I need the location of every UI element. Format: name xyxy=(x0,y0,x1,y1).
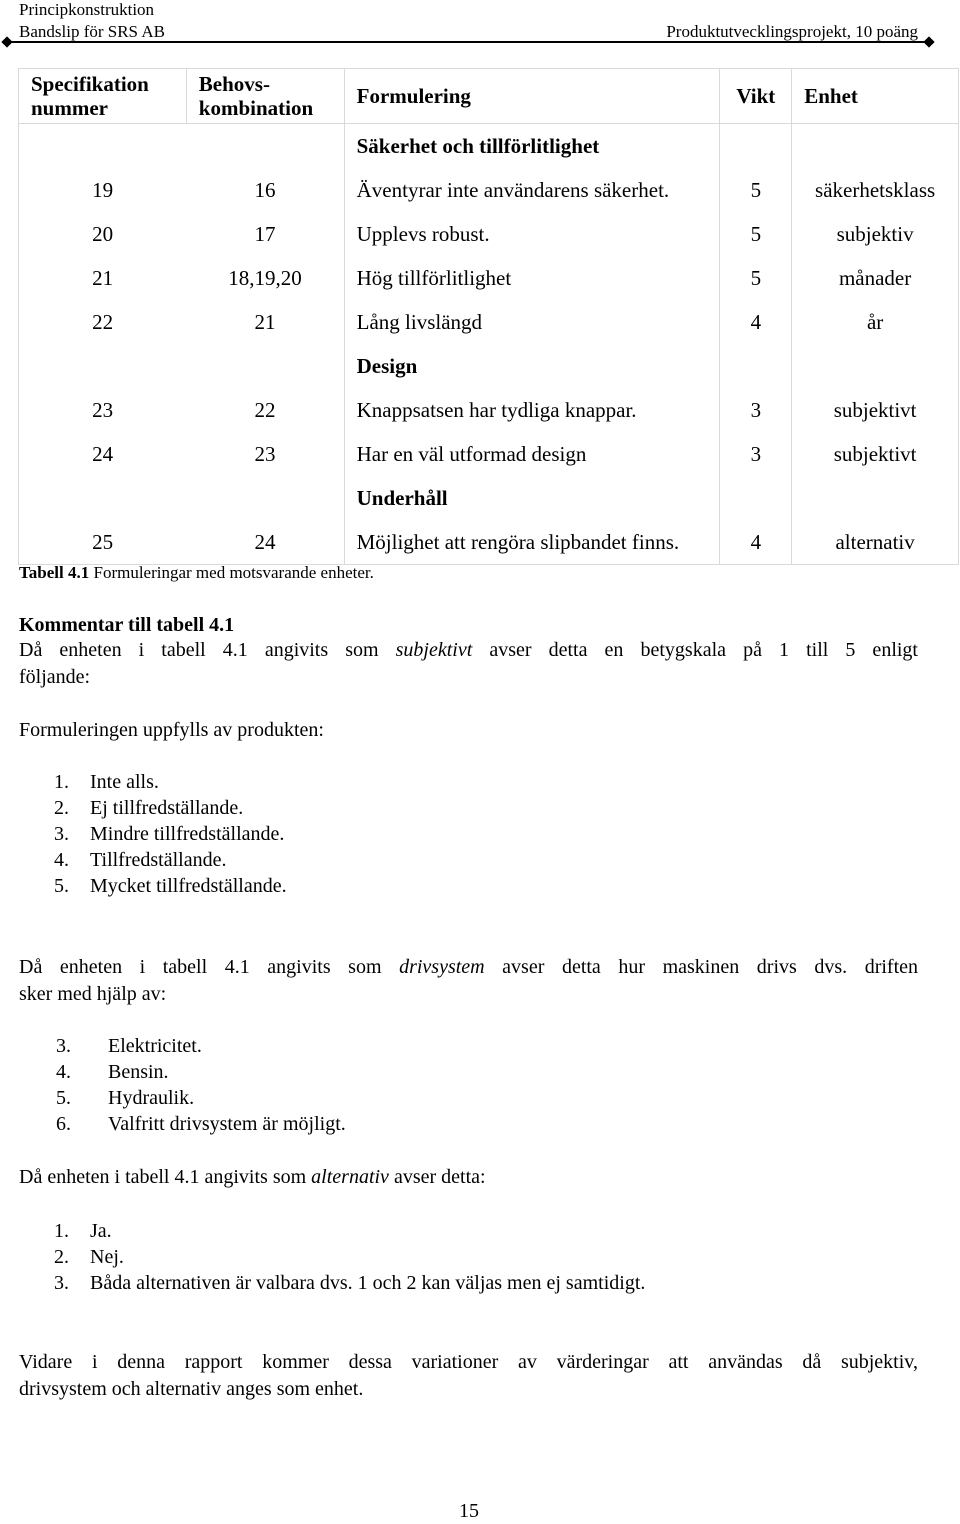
comment-paragraph-3: Då enheten i tabell 4.1 angivits som drivsystem avser detta hur maskinen drivs dvs. driften sker med hjälp av: xyxy=(19,956,919,1005)
list-item: 5. Hydraulik. xyxy=(56,1087,195,1109)
table-row: 21 18,19,20 Hög tillförlitlighet 5 månader xyxy=(19,256,959,300)
section-title: Design xyxy=(344,344,720,388)
table-header-row xyxy=(19,69,959,124)
comment-heading: Kommentar till tabell 4.1 xyxy=(19,614,235,636)
section-title: Säkerhet och tillförlitlighet xyxy=(344,124,720,169)
header-right: Produktutvecklingsprojekt, 10 poäng xyxy=(666,22,918,41)
header-rule xyxy=(6,41,926,43)
comment-paragraph-5: Vidare i denna rapport kommer dessa variationer av värderingar att användas då subjektiv, drivsystem och alternativ anges som enhet. xyxy=(19,1351,918,1400)
col-header-enhet: Enhet xyxy=(792,69,959,124)
table-row: 25 24 Möjlighet att rengöra slipbandet finns. 4 alternativ xyxy=(19,520,959,565)
section-row xyxy=(19,476,959,520)
list-item: 6. Valfritt drivsystem är möjligt. xyxy=(56,1113,346,1135)
list-item: 3. Båda alternativen är valbara dvs. 1 och 2 kan väljas men ej samtidigt. xyxy=(54,1272,646,1294)
rule-diamond-right xyxy=(923,36,934,47)
drive-list xyxy=(56,1033,346,1137)
list-item: 4. Tillfredställande. xyxy=(54,849,227,871)
table-row: 22 21 Lång livslängd 4 år xyxy=(19,300,959,344)
alternative-list xyxy=(54,1218,645,1296)
list-item: 5. Mycket tillfredställande. xyxy=(54,875,287,897)
list-item: 1. Ja. xyxy=(54,1220,112,1242)
list-item: 3. Elektricitet. xyxy=(56,1035,202,1057)
comment-paragraph-1: Då enheten i tabell 4.1 angivits som subjektivt avser detta en betygskala på 1 till 5 enligt följande: xyxy=(19,639,918,688)
header-title: Principkonstruktion xyxy=(19,0,155,19)
table-row: 23 22 Knappsatsen har tydliga knappar. 3 subjektivt xyxy=(19,388,959,432)
col-header-behovs: Behovs- kombination xyxy=(186,69,344,124)
table-row: 24 23 Har en väl utformad design 3 subjektivt xyxy=(19,432,959,476)
header-subtitle: Bandslip för SRS AB xyxy=(19,22,165,41)
col-header-spec-nr: Specifikation nummer xyxy=(19,69,187,124)
section-row xyxy=(19,344,959,388)
table-caption: Tabell 4.1 Formuleringar med motsvarande enheter. xyxy=(19,563,374,582)
header-left xyxy=(19,0,165,43)
list-item: 1. Inte alls. xyxy=(54,771,159,793)
col-header-formulering: Formulering xyxy=(344,69,720,124)
list-item: 2. Ej tillfredställande. xyxy=(54,797,244,819)
section-title: Underhåll xyxy=(344,476,720,520)
comment-paragraph-4: Då enheten i tabell 4.1 angivits som alternativ avser detta: xyxy=(19,1166,486,1188)
col-header-vikt: Vikt xyxy=(720,69,792,124)
section-row xyxy=(19,124,959,169)
spec-table xyxy=(18,68,959,565)
list-item: 4. Bensin. xyxy=(56,1061,169,1083)
list-item: 3. Mindre tillfredställande. xyxy=(54,823,285,845)
list-item: 2. Nej. xyxy=(54,1246,124,1268)
rule-diamond-left xyxy=(1,36,12,47)
comment-paragraph-2: Formuleringen uppfylls av produkten: xyxy=(19,719,324,741)
scale-list xyxy=(54,769,287,899)
table-row: 20 17 Upplevs robust. 5 subjektiv xyxy=(19,212,959,256)
page-number: 15 xyxy=(459,1500,479,1522)
table-row: 19 16 Äventyrar inte användarens säkerhet. 5 säkerhetsklass xyxy=(19,168,959,212)
